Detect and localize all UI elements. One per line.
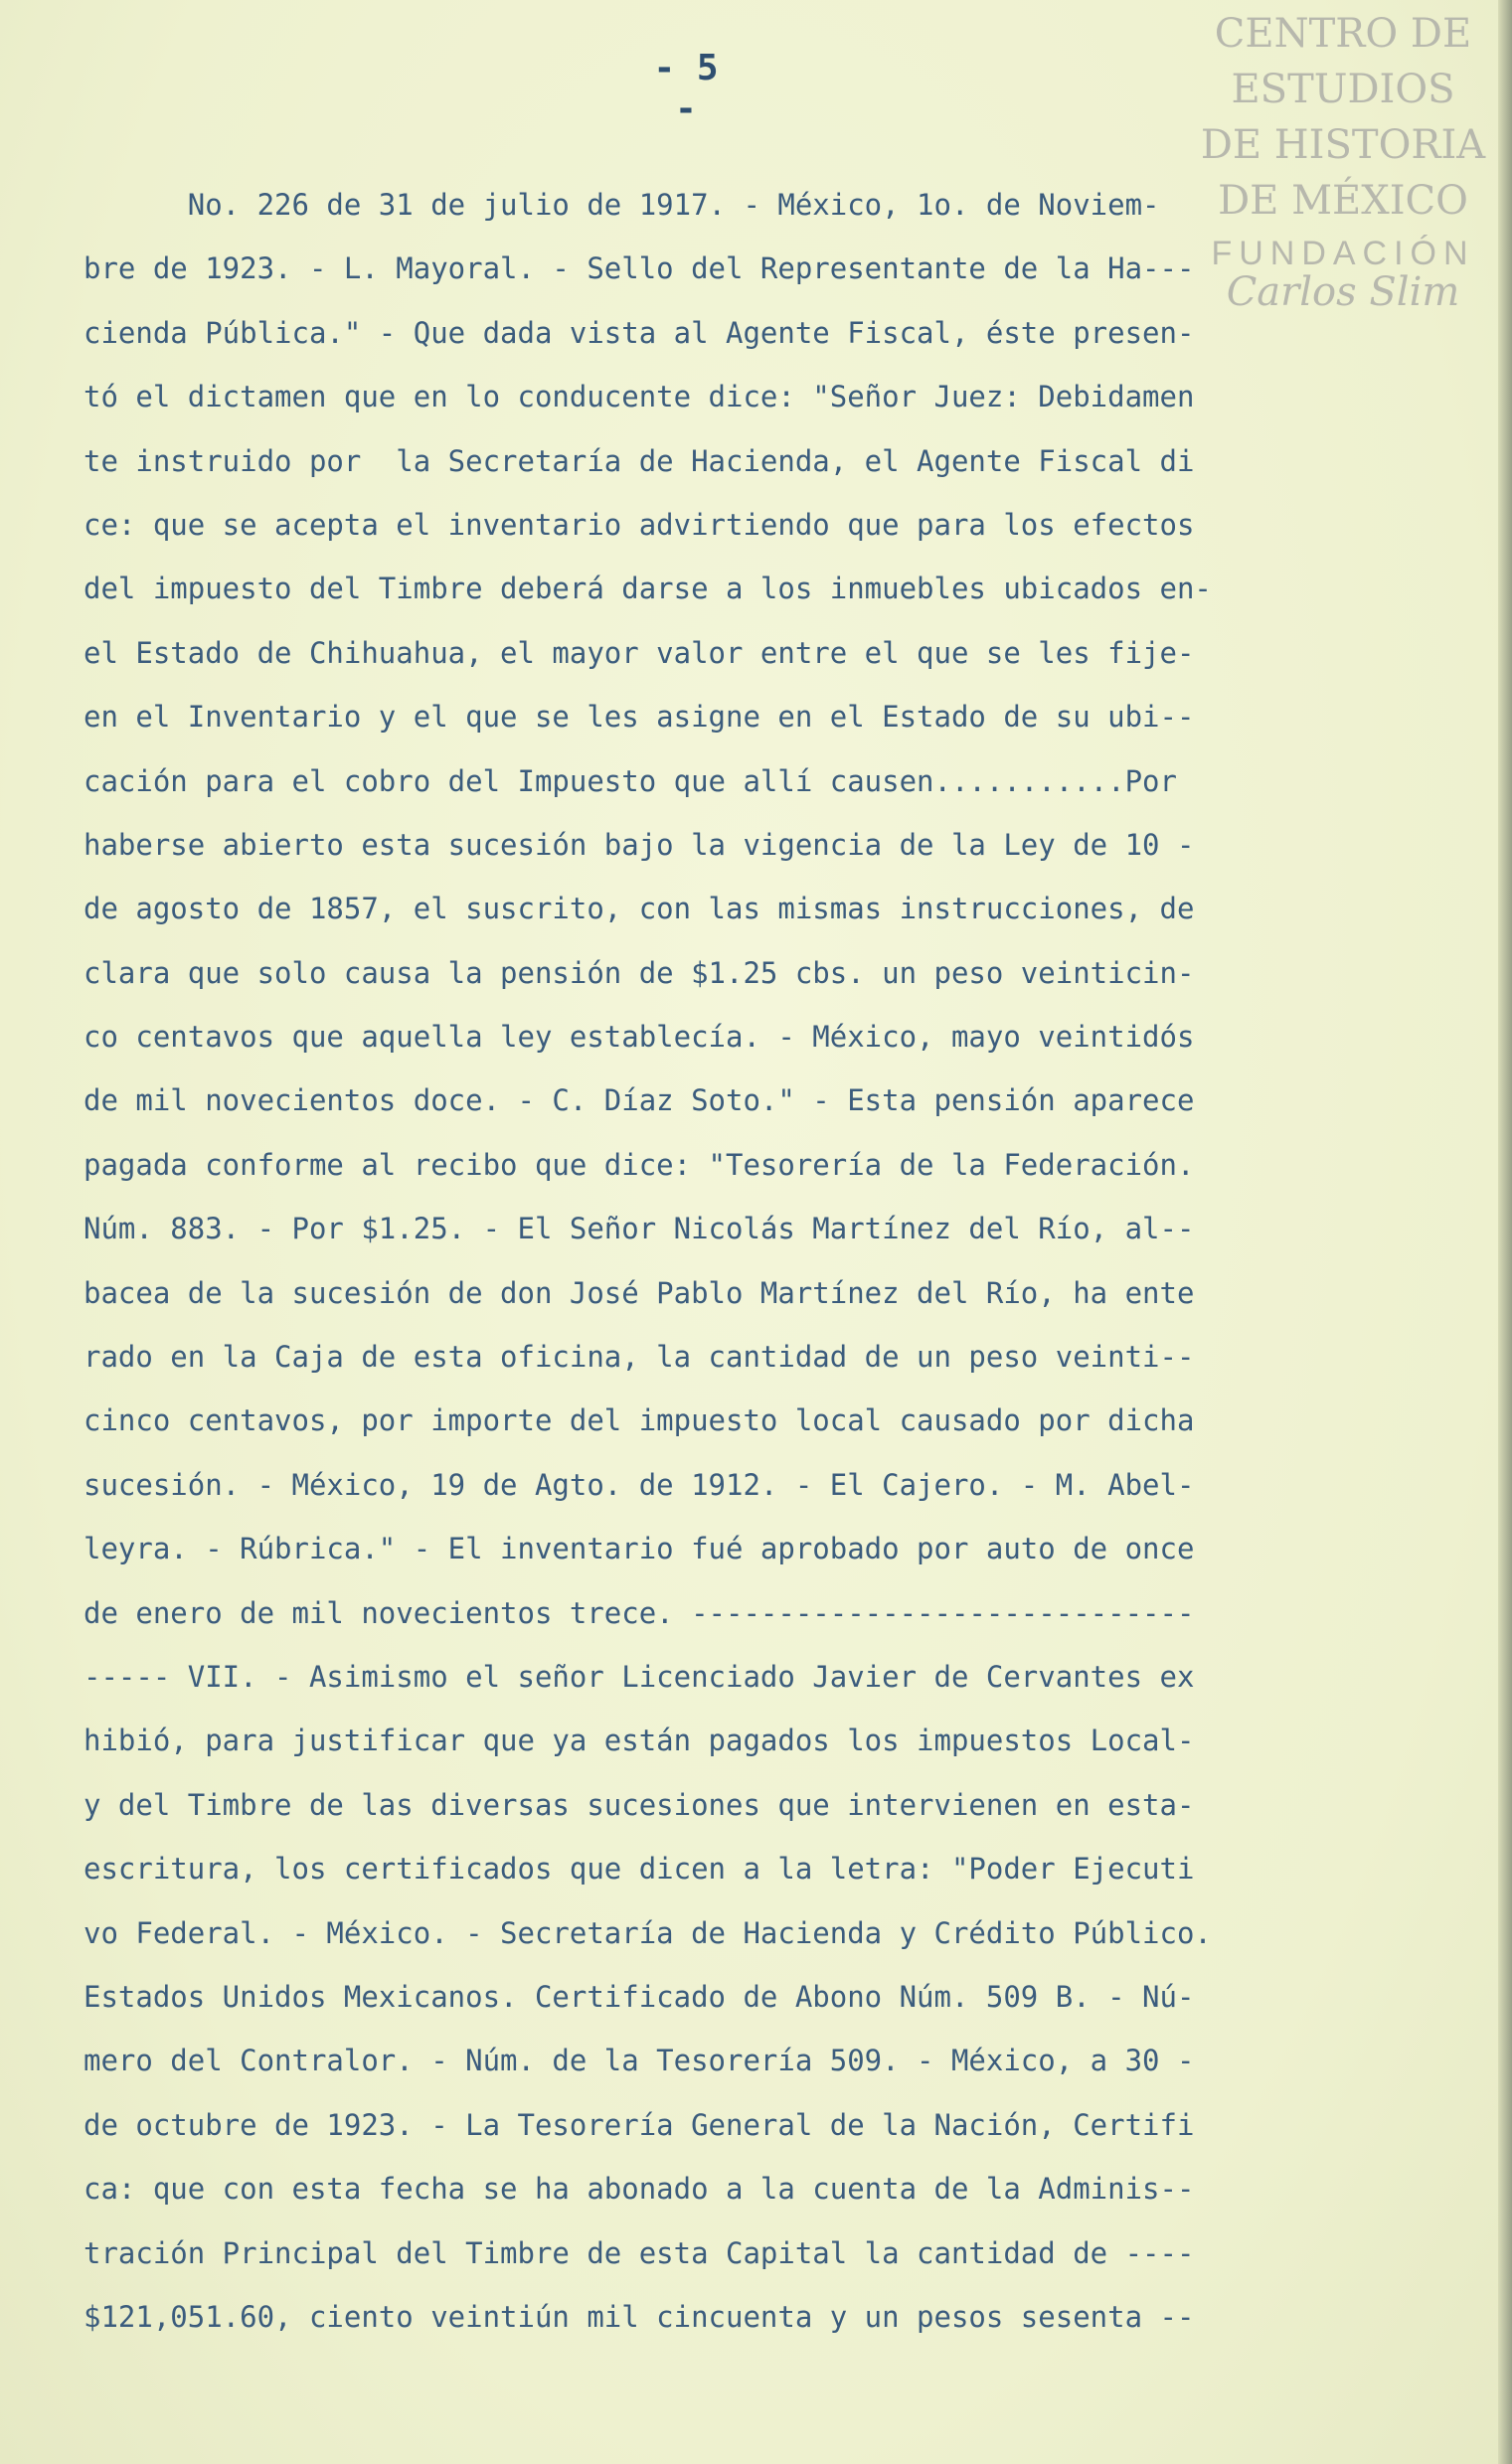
watermark-line: CENTRO DE (1214, 11, 1472, 57)
text-line: hibió, para justificar que ya están pagados los impuestos Local- (84, 1724, 1195, 1758)
watermark-line: ESTUDIOS (1231, 67, 1455, 112)
text-line: escritura, los certificados que dicen a la letra: "Poder Ejecuti (84, 1852, 1195, 1887)
text-line: vo Federal. - México. - Secretaría de Hacienda y Crédito Público. (84, 1915, 1212, 1950)
text-line: clara que solo causa la pensión de $1.25 cbs. un peso veinticin- (84, 955, 1195, 990)
text-line: bre de 1923. - L. Mayoral. - Sello del Representante de la Ha--- (84, 251, 1195, 286)
text-line: de mil novecientos doce. - C. Díaz Soto." - Esta pensión aparece (84, 1083, 1195, 1118)
watermark-line: DE HISTORIA (1200, 122, 1486, 168)
text-line: mero del Contralor. - Núm. de la Tesorería 509. - México, a 30 - (84, 2044, 1195, 2078)
typed-body-text (84, 173, 1331, 2349)
page-edge-shadow (1498, 0, 1512, 2464)
text-line: cienda Pública." - Que dada vista al Agente Fiscal, éste presen- (84, 315, 1195, 350)
text-line: co centavos que aquella ley establecía. - México, mayo veintidós (84, 1020, 1195, 1055)
watermark-line: DE MÉXICO (1218, 178, 1468, 224)
text-line: haberse abierto esta sucesión bajo la vigencia de la Ley de 10 - (84, 827, 1195, 862)
text-line: y del Timbre de las diversas sucesiones que intervienen en esta- (84, 1787, 1195, 1822)
text-line: cación para el cobro del Impuesto que allí causen...........Por (84, 763, 1177, 798)
text-line: en el Inventario y el que se les asigne en el Estado de su ubi-- (84, 700, 1195, 735)
text-line: ce: que se acepta el inventario advirtiendo que para los efectos (84, 507, 1195, 542)
text-line: sucesión. - México, 19 de Agto. de 1912. - El Cajero. - M. Abel- (84, 1467, 1195, 1502)
text-line: ----- VII. - Asimismo el señor Licenciado Javier de Cervantes ex (84, 1659, 1195, 1694)
text-line: de agosto de 1857, el suscrito, con las mismas instrucciones, de (84, 892, 1195, 926)
text-line: cinco centavos, por importe del impuesto local causado por dicha (84, 1403, 1195, 1438)
text-line: del impuesto del Timbre deberá darse a los inmuebles ubicados en- (84, 572, 1212, 606)
text-line: No. 226 de 31 de julio de 1917. - México, 1o. de Noviem- (84, 188, 1160, 222)
text-line: de octubre de 1923. - La Tesorería General de la Nación, Certifi (84, 2107, 1195, 2142)
text-line: $121,051.60, ciento veintiún mil cincuenta y un pesos sesenta -- (84, 2299, 1195, 2334)
text-line: ca: que con esta fecha se ha abonado a la cuenta de la Adminis-- (84, 2172, 1195, 2207)
watermark-signature: Carlos Slim (1226, 269, 1460, 315)
text-line: tó el dictamen que en lo conducente dice: "Señor Juez: Debidamen (84, 380, 1195, 414)
text-line: bacea de la sucesión de don José Pablo Martínez del Río, ha ente (84, 1275, 1195, 1310)
text-line: te instruido por la Secretaría de Hacienda, el Agente Fiscal di (84, 443, 1195, 478)
watermark-foundation: FUNDACIÓN (1211, 235, 1475, 272)
text-line: pagada conforme al recibo que dice: "Tesorería de la Federación. (84, 1147, 1195, 1182)
text-line: Estados Unidos Mexicanos. Certificado de Abono Núm. 509 B. - Nú- (84, 1979, 1195, 2014)
text-line: el Estado de Chihuahua, el mayor valor entre el que se les fije- (84, 635, 1195, 670)
text-line: leyra. - Rúbrica." - El inventario fué aprobado por auto de once (84, 1532, 1195, 1566)
page-number: - 5 - (653, 48, 719, 129)
text-line: de enero de mil novecientos trece. ----------------------------- (84, 1595, 1195, 1630)
text-line: Núm. 883. - Por $1.25. - El Señor Nicolás Martínez del Río, al-- (84, 1212, 1195, 1246)
text-line: tración Principal del Timbre de esta Capital la cantidad de ---- (84, 2235, 1195, 2270)
text-line: rado en la Caja de esta oficina, la cantidad de un peso veinti-- (84, 1340, 1195, 1375)
